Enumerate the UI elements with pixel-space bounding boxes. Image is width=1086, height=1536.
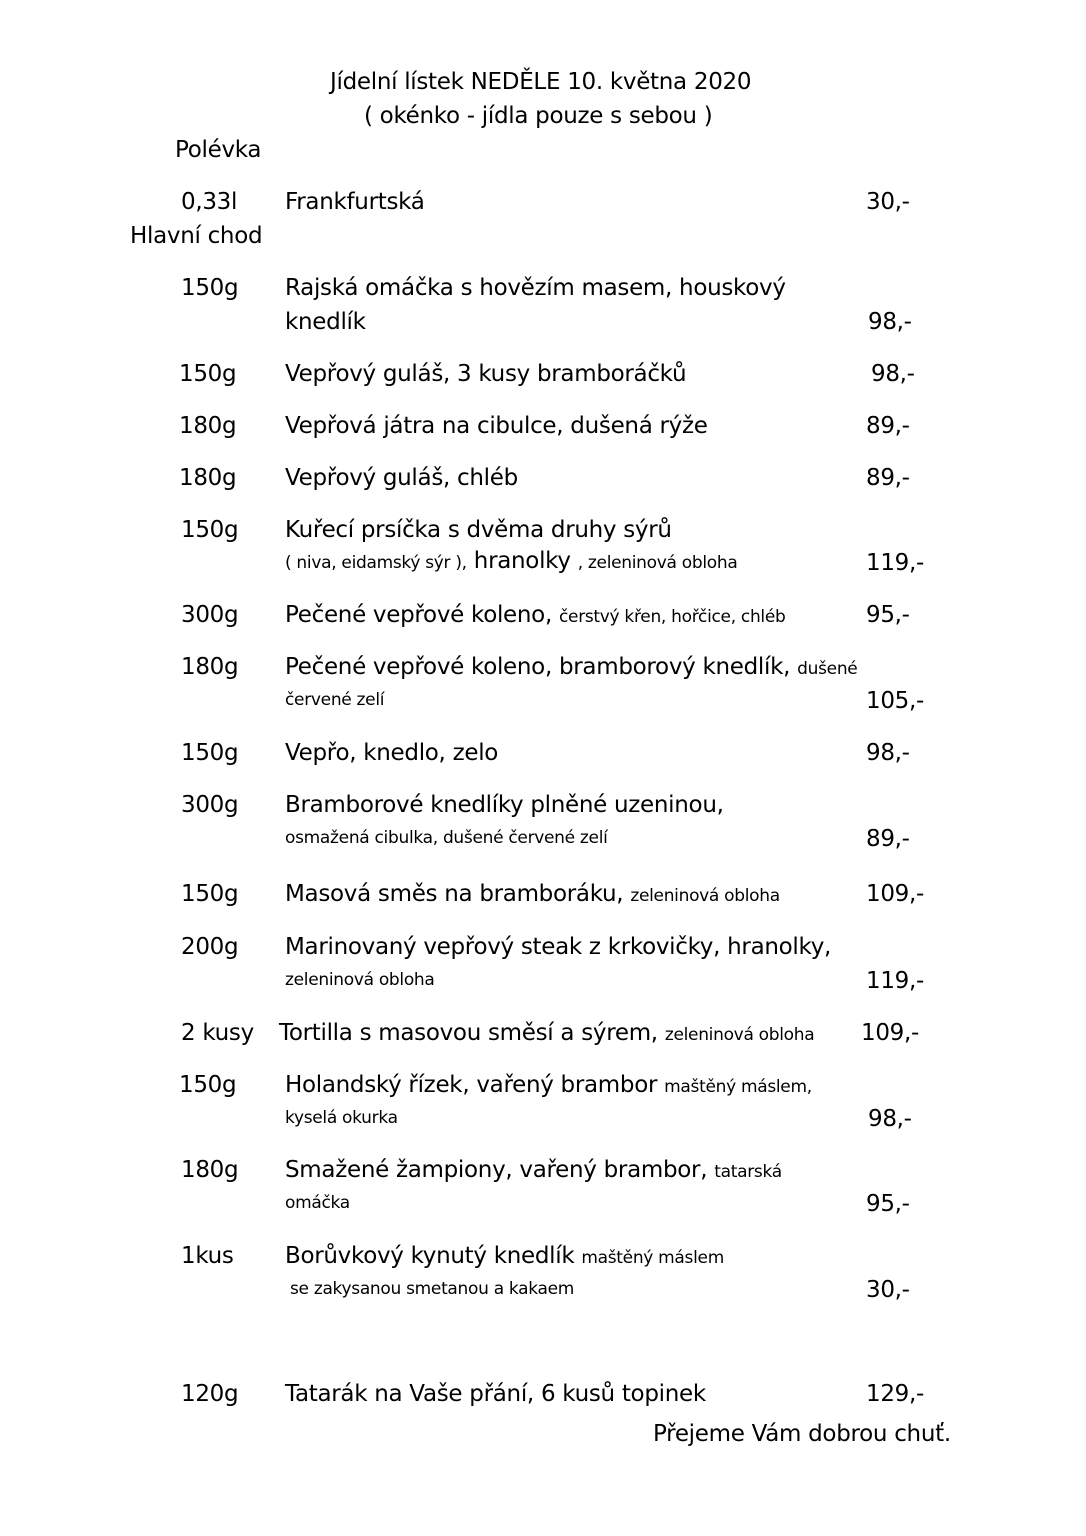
item-price: 98,- (868, 1106, 912, 1132)
item-description: se zakysanou smetanou a kakaem (290, 1279, 575, 1299)
item-price: 119,- (866, 550, 925, 576)
item-price: 105,- (866, 688, 925, 714)
item-name (285, 1245, 724, 1268)
item-name-continued: knedlík (285, 309, 366, 335)
item-price: 98,- (868, 309, 912, 335)
item-quantity: 150g (181, 740, 239, 766)
item-name: Rajská omáčka s hovězím masem, houskový (285, 275, 786, 301)
item-quantity: 180g (179, 413, 237, 439)
item-name: Tatarák na Vaše přání, 6 kusů topinek (285, 1381, 706, 1407)
item-description: osmažená cibulka, dušené červené zelí (285, 828, 608, 848)
item-quantity: 150g (181, 275, 239, 301)
item-description-part: , zeleninová obloha (577, 553, 738, 573)
item-name-main: Holandský řízek, vařený brambor (285, 1072, 658, 1098)
item-name-main: Tortilla s masovou směsí a sýrem, (279, 1020, 658, 1046)
item-name (285, 1159, 782, 1182)
item-price: 109,- (866, 881, 925, 907)
item-name-extra: maštěný máslem (581, 1248, 724, 1268)
item-price: 98,- (871, 361, 915, 387)
closing-message: Přejeme Vám dobrou chuť. (653, 1421, 951, 1447)
item-quantity: 1kus (181, 1243, 234, 1269)
item-name-continued: kyselá okurka (285, 1108, 398, 1128)
item-name-continued: omáčka (285, 1193, 350, 1213)
item-price: 30,- (866, 1277, 910, 1303)
item-name-extra: zeleninová obloha (630, 886, 780, 906)
item-name (285, 656, 857, 679)
item-quantity: 2 kusy (181, 1020, 254, 1046)
item-name-extra: tatarská (714, 1162, 782, 1182)
item-name-extra: zeleninová obloha (664, 1025, 815, 1045)
item-price: 89,- (866, 413, 910, 439)
item-name-extra: maštěný máslem, (664, 1077, 812, 1097)
item-name (285, 604, 786, 627)
item-description (285, 550, 737, 573)
item-name: Bramborové knedlíky plněné uzeninou, (285, 792, 724, 818)
item-name-main: Borůvkový kynutý knedlík (285, 1243, 575, 1269)
item-quantity: 300g (181, 602, 239, 628)
item-price: 95,- (866, 602, 910, 628)
item-quantity: 180g (179, 465, 237, 491)
item-name: Vepřový guláš, chléb (285, 465, 518, 491)
item-price: 30,- (866, 189, 910, 215)
item-price: 119,- (866, 968, 925, 994)
item-price: 89,- (866, 465, 910, 491)
item-name-main: Pečené vepřové koleno, (285, 602, 552, 628)
item-name (285, 1074, 812, 1097)
item-name: Kuřecí prsíčka s dvěma druhy sýrů (285, 517, 672, 543)
item-quantity: 150g (179, 361, 237, 387)
item-quantity: 150g (179, 1072, 237, 1098)
section-heading-main: Hlavní chod (130, 223, 263, 249)
item-name (279, 1022, 814, 1045)
menu-title: Jídelní lístek NEDĚLE 10. května 2020 (330, 69, 752, 95)
item-quantity: 300g (181, 792, 239, 818)
item-quantity: 120g (181, 1381, 239, 1407)
item-name: Vepřový guláš, 3 kusy bramboráčků (285, 361, 687, 387)
item-name-main: Smažené žampiony, vařený brambor, (285, 1157, 708, 1183)
item-description-part: hranolky (473, 548, 571, 574)
item-quantity: 150g (181, 881, 239, 907)
menu-subtitle: ( okénko - jídla pouze s sebou ) (364, 103, 713, 129)
item-quantity: 150g (181, 517, 239, 543)
item-quantity: 180g (181, 654, 239, 680)
item-name: Vepřo, knedlo, zelo (285, 740, 499, 766)
item-name: Vepřová játra na cibulce, dušená rýže (285, 413, 708, 439)
item-price: 89,- (866, 826, 910, 852)
item-name-main: Pečené vepřové koleno, bramborový knedlík, (285, 654, 791, 680)
item-description: zeleninová obloha (285, 970, 435, 990)
item-description-part: ( niva, eidamský sýr ), (285, 553, 467, 573)
item-quantity: 180g (181, 1157, 239, 1183)
item-name (285, 883, 780, 906)
item-quantity: 200g (181, 934, 239, 960)
item-name-continued: červené zelí (285, 690, 385, 710)
item-name-extra: čerstvý křen, hořčice, chléb (558, 607, 786, 627)
item-price: 95,- (866, 1191, 910, 1217)
item-name: Frankfurtská (285, 189, 425, 215)
item-name: Marinovaný vepřový steak z krkovičky, hranolky, (285, 934, 832, 960)
item-price: 129,- (866, 1381, 925, 1407)
item-name-extra: dušené (797, 659, 858, 679)
item-price: 109,- (861, 1020, 920, 1046)
item-name-main: Masová směs na bramboráku, (285, 881, 624, 907)
section-heading-soup: Polévka (175, 137, 262, 163)
item-quantity: 0,33l (181, 189, 238, 215)
item-price: 98,- (866, 740, 910, 766)
